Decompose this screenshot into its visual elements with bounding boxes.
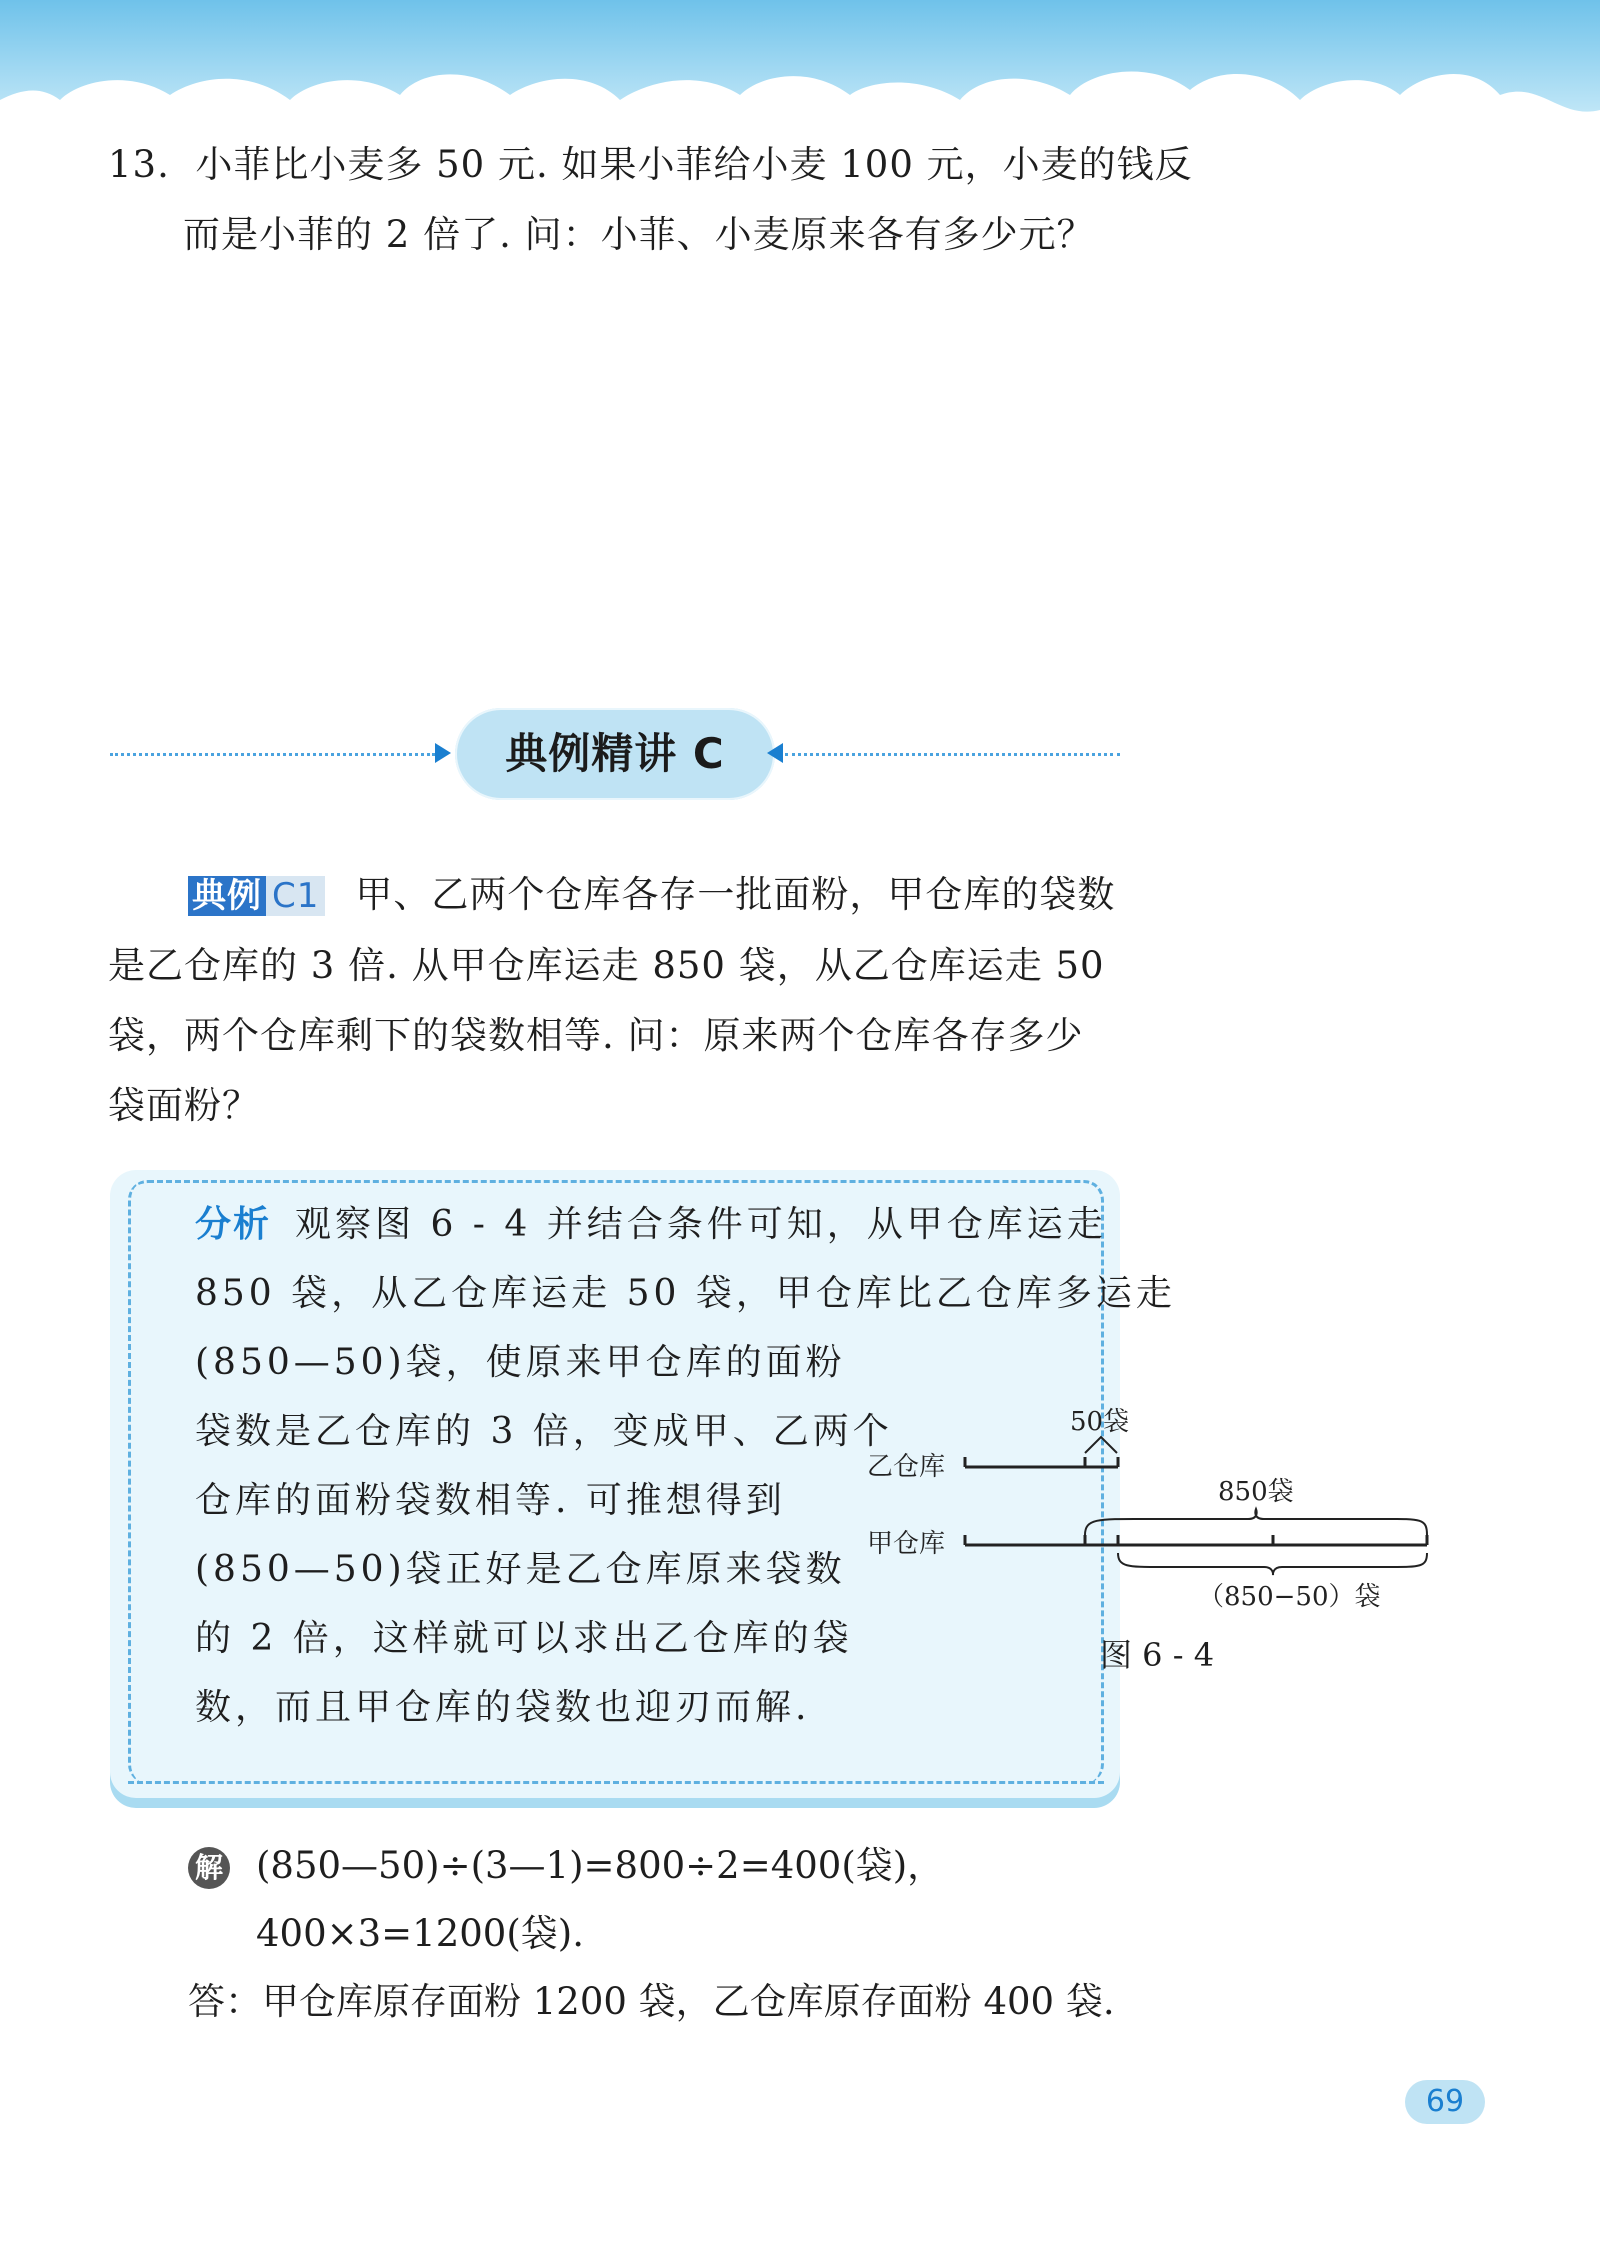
- label-850-bags: 850袋: [1218, 1477, 1294, 1507]
- page-number: 69: [1405, 2080, 1485, 2124]
- analysis-line: (850—50)袋，使原来甲仓库的面粉: [195, 1342, 846, 1383]
- analysis-line: 袋数是乙仓库的 3 倍，变成甲、乙两个: [195, 1411, 893, 1452]
- problem-number: 13.: [108, 143, 170, 186]
- solution-line-1: (850—50)÷(3—1)=800÷2=400(袋)，: [256, 1844, 945, 1887]
- analysis-line: (850—50)袋正好是乙仓库原来袋数: [195, 1549, 846, 1590]
- problem-line-2: 而是小菲的 2 倍了. 问：小菲、小麦原来各有多少元？: [183, 213, 1095, 256]
- example-tag-number: C1: [266, 876, 325, 916]
- example-c1: [108, 860, 1128, 1141]
- answer: 答：甲仓库原存面粉 1200 袋，乙仓库原存面粉 400 袋.: [188, 1980, 1115, 2023]
- dotted-divider-left: [110, 753, 435, 756]
- dotted-divider-right: [785, 753, 1120, 756]
- sky-cloud-header: [0, 0, 1600, 150]
- section-banner: [455, 708, 775, 800]
- analysis-line: 观察图 6 - 4 并结合条件可知，从甲仓库运走: [295, 1204, 1107, 1245]
- solution: [188, 1832, 944, 1968]
- example-tag: 典例: [188, 876, 266, 916]
- analysis-line: 850 袋，从乙仓库运走 50 袋，甲仓库比乙仓库多运走: [195, 1273, 1176, 1314]
- example-line-2: 是乙仓库的 3 倍. 从甲仓库运走 850 袋，从乙仓库运走 50: [108, 944, 1105, 987]
- brace-difference: [1118, 1553, 1427, 1575]
- example-line-3: 袋，两个仓库剩下的袋数相等. 问：原来两个仓库各存多少: [108, 1014, 1084, 1057]
- example-line-1: 甲、乙两个仓库各存一批面粉，甲仓库的袋数: [355, 873, 1116, 916]
- example-line-4: 袋面粉？: [108, 1084, 260, 1127]
- jia-segment: [965, 1535, 1427, 1545]
- analysis-line: 的 2 倍，这样就可以求出乙仓库的袋: [195, 1618, 853, 1659]
- label-yi-warehouse: 乙仓库: [867, 1452, 946, 1482]
- problem-13: [108, 130, 1193, 270]
- solution-line-2: 400×3=1200(袋).: [256, 1912, 584, 1955]
- figure-caption: 图 6 - 4: [1100, 1636, 1215, 1674]
- solution-badge: 解: [188, 1847, 230, 1889]
- section-header: [110, 700, 1120, 810]
- problem-line-1: 小菲比小麦多 50 元. 如果小菲给小麦 100 元，小麦的钱反: [195, 143, 1193, 186]
- analysis-line: 仓库的面粉袋数相等. 可推想得到: [195, 1480, 786, 1521]
- yi-segment: [965, 1437, 1118, 1467]
- label-difference: （850−50）袋: [1198, 1582, 1381, 1612]
- analysis-line: 数，而且甲仓库的袋数也迎刃而解.: [195, 1687, 811, 1728]
- arrow-right-icon: [435, 743, 451, 763]
- section-title: 典例精讲 C: [505, 729, 725, 778]
- label-jia-warehouse: 甲仓库: [867, 1529, 946, 1559]
- analysis-label: 分析: [195, 1204, 272, 1245]
- arrow-left-icon: [767, 743, 783, 763]
- brace-850: [1085, 1509, 1427, 1535]
- label-50-bags: 50袋: [1070, 1407, 1130, 1437]
